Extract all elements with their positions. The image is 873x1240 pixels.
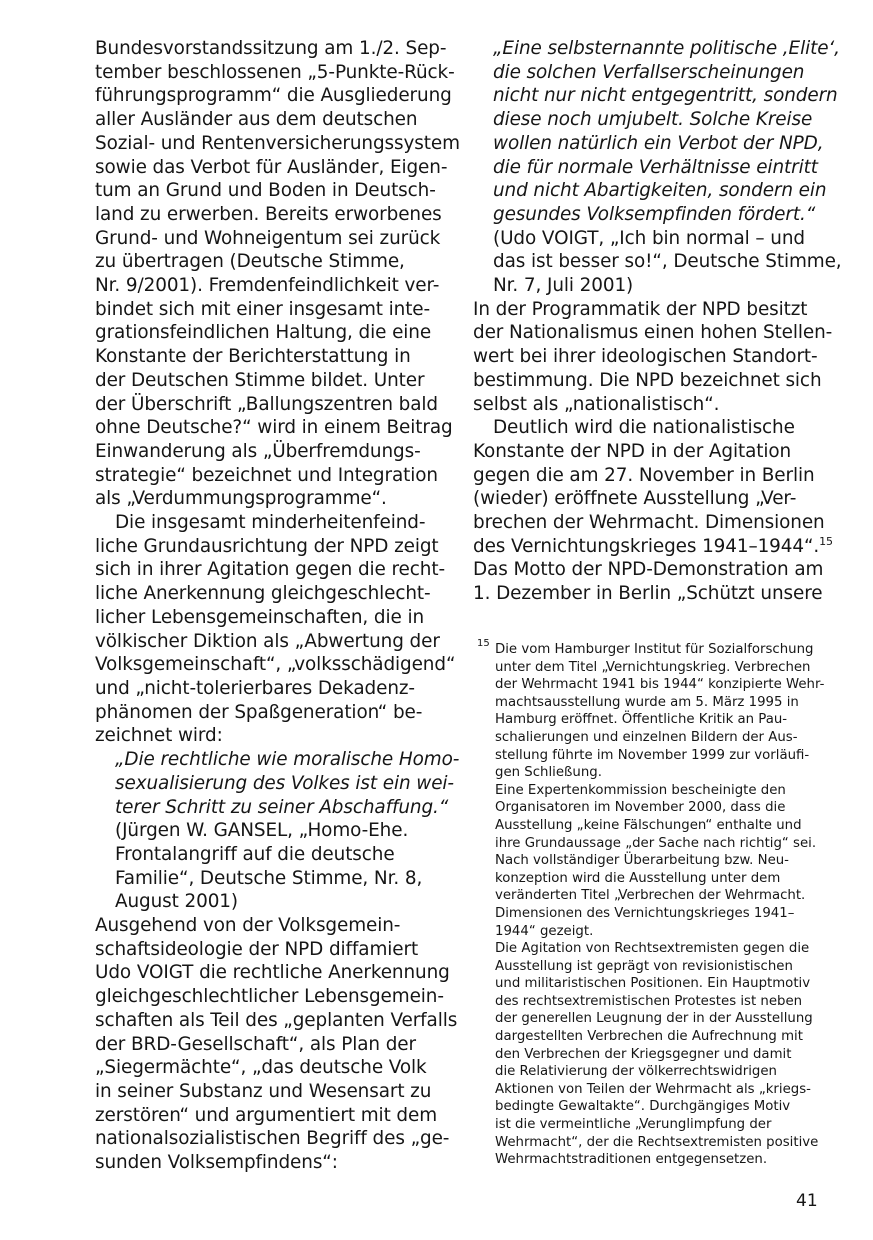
text-line-content: zeichnet wird: [95, 725, 223, 747]
footnote-line: Die Agitation von Rechtsextremisten gegen die [495, 941, 810, 957]
text-line-content: diese noch umjubelt. Solche Kreise [493, 109, 813, 131]
footnote-line: Hamburg eröffnet. Öffentliche Kritik an Pau- [495, 712, 788, 728]
text-line [95, 724, 440, 748]
text-line-content: und „nicht-tolerierbares Dekadenz- [95, 677, 415, 699]
text-line [95, 1104, 440, 1128]
text-line-content: Frontalangriff auf die deutsche [115, 843, 395, 865]
text-line [473, 534, 833, 559]
text-line-content: Udo VOIGT die rechtliche Anerkennung [95, 962, 450, 984]
footnote-line: und militaristischen Positionen. Ein Hauptmotiv [495, 976, 811, 992]
text-line [473, 464, 818, 488]
text-line [473, 416, 818, 440]
text-line [95, 132, 460, 156]
text-line-content: sich in ihrer Agitation gegen die recht- [95, 559, 445, 581]
text-line [473, 393, 818, 417]
text-line [95, 1009, 458, 1033]
footnote-line: ist die vermeintliche „Verunglimpfung der [495, 1117, 772, 1133]
text-line-content: land zu erwerben. Bereits erworbenes [95, 203, 442, 225]
text-line [95, 369, 440, 393]
text-line [473, 511, 825, 535]
text-line [473, 250, 842, 274]
footnote-line: machtsausstellung wurde am 5. März 1995 in [495, 694, 799, 710]
text-line [95, 535, 440, 559]
text-line-content: terer Schritt zu seiner Abschaffung.“ [115, 796, 449, 818]
text-line-content: Die insgesamt minderheitenfeind- [115, 512, 426, 534]
text-line [473, 582, 823, 606]
text-line [95, 630, 440, 654]
text-line [95, 393, 440, 417]
text-line [95, 748, 460, 772]
text-line [473, 84, 838, 108]
text-line-content: „Die rechtliche wie moralische Homo- [115, 749, 460, 771]
text-line [95, 227, 440, 251]
text-line [473, 156, 818, 180]
text-line-content: das ist besser so!“, Deutsche Stimme, [493, 251, 842, 273]
footnote-line: Ausstellung ist geprägt von revisionistischen [495, 958, 793, 974]
text-line [95, 796, 449, 820]
text-line [473, 369, 822, 393]
text-line-content: „Eine selbsternannte politische ‚Elite‘, [493, 38, 840, 59]
text-line [473, 61, 818, 85]
footnote-line: veränderten Titel „Verbrechen der Wehrmacht. [495, 888, 806, 904]
text-line [95, 61, 455, 85]
footnote-line: Dimensionen des Vernichtungskrieges 1941– [495, 905, 795, 921]
text-line-content: selbst als „nationalistisch“. [473, 393, 720, 415]
text-line-content: brechen der Wehrmacht. Dimensionen [473, 512, 825, 534]
text-line [95, 416, 453, 440]
text-line-content: Das Motto der NPD-Demonstration am [473, 559, 824, 581]
text-line [473, 203, 818, 227]
text-line-content: tum an Grund und Boden in Deutsch- [95, 180, 436, 202]
footnote-line: gen Schließung. [495, 765, 602, 781]
text-line-content: führungsprogramm“ die Ausgliederung [95, 85, 452, 107]
text-line [473, 298, 818, 322]
text-line [95, 179, 440, 203]
text-line-content: phänomen der Spaßgeneration“ be- [95, 701, 423, 723]
text-line [95, 345, 440, 369]
text-line [95, 321, 440, 345]
footnote-line: unter dem Titel „Vernichtungskrieg. Verbrechen [495, 659, 811, 675]
text-line-content: August 2001) [115, 891, 238, 913]
text-line [95, 156, 448, 180]
text-line-content: Nr. 7, Juli 2001) [493, 275, 634, 297]
text-line [95, 298, 440, 322]
text-line [95, 84, 452, 108]
text-line-content: der BRD-Gesellschaft“, als Plan der [95, 1033, 416, 1055]
text-line [473, 132, 824, 156]
text-line [95, 274, 440, 298]
text-line-content: Konstante der Berichterstattung in [95, 346, 411, 368]
footnote-line: ihre Grundaussage „der Sache nach richtig“ sei. [495, 835, 817, 851]
text-line [95, 487, 440, 511]
text-line-content: Nr. 9/2001). Fremdenfeindlichkeit ver- [95, 275, 440, 297]
text-line-content: wert bei ihrer ideologischen Standort- [473, 346, 818, 368]
text-line-content: der Nationalismus einen hohen Stellen- [473, 322, 833, 344]
text-line-content: Konstante der NPD in der Agitation [473, 440, 792, 462]
footnote-reference: 15 [819, 534, 833, 548]
text-line-content: licher Lebensgemeinschaften, die in [95, 606, 425, 628]
text-line-content: liche Anerkennung gleichgeschlecht- [95, 583, 431, 605]
text-line-content: die für normale Verhältnisse eintritt [493, 156, 818, 178]
footnote-line: der generellen Leugnung der in der Ausstellung [495, 1011, 813, 1027]
text-line [95, 203, 440, 227]
footnote-line: 1944“ gezeigt. [495, 923, 594, 939]
text-line [473, 558, 824, 582]
text-line [95, 1080, 440, 1104]
footnote-line: Ausstellung „keine Fälschungen“ enthalte und [495, 817, 802, 833]
text-line-content: nationalsozialistischen Begriff des „ge- [95, 1128, 450, 1150]
text-line [473, 321, 833, 345]
text-line [95, 464, 440, 488]
text-line-content: strategie“ bezeichnet und Integration [95, 464, 438, 486]
text-line [95, 606, 440, 630]
text-line-content: völkischer Diktion als „Abwertung der [95, 630, 440, 652]
text-line [95, 37, 447, 61]
text-line-content: tember beschlossenen „5-Punkte-Rück- [95, 61, 455, 83]
text-line [95, 250, 440, 274]
footnote-line: Eine Expertenkommission bescheinigte den [495, 782, 786, 798]
footnote-line: Nach vollständiger Überarbeitung bzw. Neu- [495, 853, 789, 869]
text-line [95, 558, 445, 582]
text-line-content: der Überschrift „Ballungszentren bald [95, 393, 439, 415]
text-line [95, 1151, 440, 1175]
text-line-content: Volksgemeinschaft“, „volksschädigend“ [95, 654, 456, 676]
text-line-content: der Deutschen Stimme bildet. Unter [95, 369, 425, 391]
text-line [95, 819, 440, 843]
footnote-15 [477, 638, 825, 1169]
text-line-content: „Siegermächte“, „das deutsche Volk [95, 1057, 427, 1079]
footnote-line: Wehrmachtstraditionen entgegensetzen. [495, 1152, 768, 1168]
text-line [95, 1033, 440, 1057]
footnote-line: den Verbrechen der Kriegsgegner und damit [495, 1046, 792, 1062]
footnote-line: Die vom Hamburger Institut für Sozialforschung [495, 642, 814, 657]
footnote-line: schalierungen und einzelnen Bildern der Aus- [495, 729, 798, 745]
text-line-content: In der Programmatik der NPD besitzt [473, 298, 808, 320]
text-line-content: gleichgeschlechtlicher Lebensgemein- [95, 986, 444, 1008]
text-line-content: (Udo VOIGT, „Ich bin normal – und [493, 227, 805, 249]
footnote-line: konzeption wird die Ausstellung unter dem [495, 870, 781, 886]
text-line-content: Familie“, Deutsche Stimme, Nr. 8, [115, 867, 423, 889]
text-line-content: zu übertragen (Deutsche Stimme, [95, 251, 405, 273]
text-line [95, 985, 444, 1009]
text-line-content: sowie das Verbot für Ausländer, Eigen- [95, 156, 448, 178]
text-line-content: wollen natürlich ein Verbot der NPD, [493, 132, 824, 154]
text-line [473, 440, 818, 464]
text-line [95, 1056, 440, 1080]
text-line-content: Sozial- und Rentenversicherungssystem [95, 132, 460, 154]
footnote-line: bedingte Gewaltakte“. Durchgängiges Motiv [495, 1099, 791, 1115]
text-line-content: gegen die am 27. November in Berlin [473, 464, 815, 486]
text-line-content: Ausgehend von der Volksgemein- [95, 915, 401, 937]
text-line-content: sunden Volksempfindens“: [95, 1152, 338, 1174]
text-line-content: bindet sich mit einer insgesamt inte- [95, 298, 431, 320]
text-line-content: in seiner Substanz und Wesensart zu [95, 1080, 432, 1102]
text-line-content: schaften als Teil des „geplanten Verfalls [95, 1009, 458, 1031]
text-line-content: liche Grundausrichtung der NPD zeigt [95, 535, 439, 557]
text-line [473, 274, 818, 298]
text-line [95, 890, 440, 914]
footnote-line: des rechtsextremistischen Protestes ist neben [495, 993, 803, 1009]
text-line-content: ohne Deutsche?“ wird in einem Beitrag [95, 417, 453, 439]
page-number: 41 [796, 1191, 818, 1211]
text-line-content: zerstören“ und argumentiert mit dem [95, 1104, 438, 1126]
text-line-content: nicht nur nicht entgegentritt, sondern [493, 85, 838, 107]
text-line-content: bestimmung. Die NPD bezeichnet sich [473, 369, 822, 391]
text-line-content: Deutlich wird die nationalistische [493, 417, 795, 439]
footnote-line: stellung führte im November 1999 zur vorläufi- [495, 747, 810, 763]
text-line [95, 938, 440, 962]
text-line [95, 961, 450, 985]
footnote-line: Organisatoren im November 2000, dass die [495, 800, 786, 816]
text-line-content: des Vernichtungskrieges 1941–1944“. [473, 535, 820, 557]
text-line-content: Grund- und Wohneigentum sei zurück [95, 227, 441, 249]
text-line-content: (wieder) eröffnete Ausstellung „Ver- [473, 488, 797, 510]
text-line-content: aller Ausländer aus dem deutschen [95, 109, 418, 131]
text-line-content: 1. Dezember in Berlin „Schützt unsere [473, 583, 823, 605]
right-column [473, 37, 842, 606]
text-line [95, 511, 440, 535]
text-line [473, 108, 818, 132]
left-column [95, 37, 460, 1175]
text-line-content: grationsfeindlichen Haltung, die eine [95, 322, 432, 344]
text-line [95, 108, 440, 132]
footnote-line: dargestellten Verbrechen die Aufrechnung mit [495, 1029, 803, 1045]
text-line [95, 843, 440, 867]
text-line-content: als „Verdummungsprogramme“. [95, 488, 387, 510]
text-line-content: Bundesvorstandssitzung am 1./2. Sep- [95, 38, 447, 59]
text-line [473, 37, 840, 61]
text-line [95, 914, 440, 938]
text-line [473, 487, 818, 511]
text-line-content: schaftsideologie der NPD diffamiert [95, 938, 419, 960]
text-line [95, 653, 456, 677]
text-line-content: (Jürgen W. GANSEL, „Homo-Ehe. [115, 820, 409, 842]
footnote-line: Aktionen von Teilen der Wehrmacht als „kriegs- [495, 1081, 811, 1097]
text-line [473, 179, 827, 203]
footnote-marker: 15 [477, 638, 490, 649]
text-line-content: Einwanderung als „Überfremdungs- [95, 440, 421, 462]
text-line [95, 440, 440, 464]
footnote-line: Wehrmacht“, der die Rechtsextremisten positive [495, 1134, 819, 1150]
text-line [95, 1127, 450, 1151]
text-line-content: gesundes Volksempfinden fördert.“ [493, 203, 816, 225]
text-line [95, 867, 440, 891]
text-line-content: und nicht Abartigkeiten, sondern ein [493, 180, 827, 202]
text-line [95, 701, 440, 725]
text-line [95, 582, 440, 606]
footnote-line: die Relativierung der völkerrechtswidrigen [495, 1064, 777, 1080]
text-line [473, 345, 818, 369]
text-line-content: sexualisierung des Volkes ist ein wei- [115, 772, 454, 794]
text-line [95, 772, 454, 796]
text-line [473, 227, 818, 251]
text-line [95, 677, 440, 701]
text-line-content: die solchen Verfallserscheinungen [493, 61, 805, 83]
footnote-line: der Wehrmacht 1941 bis 1944“ konzipierte Wehr- [495, 677, 825, 693]
